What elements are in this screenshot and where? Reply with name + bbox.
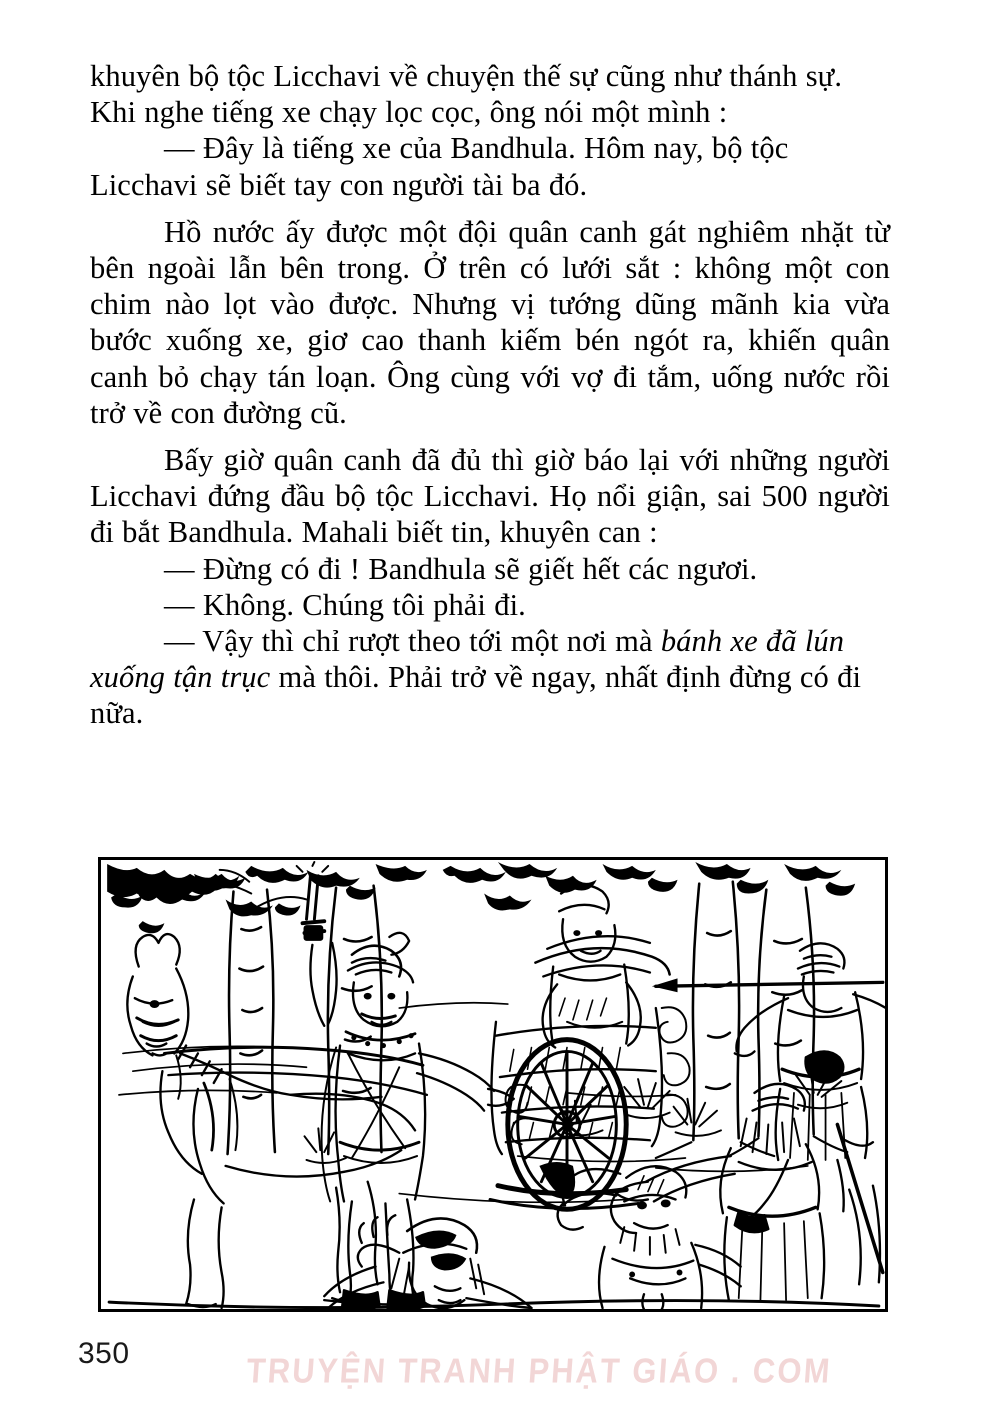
dialogue-run-italic: bánh xe đã lún xuống tận trục — [90, 624, 845, 695]
illustration-artwork — [101, 860, 885, 1309]
page-text-body — [90, 58, 890, 732]
dialogue-run-plain-1: — Vậy thì chỉ rượt theo tới một nơi mà — [164, 624, 661, 659]
paragraph-guards-report: Bấy giờ quân canh đã đủ thì giờ báo lại với những người Licchavi đứng đầu bộ tộc Licchavi. Họ nổi giận, sai 500 người đi bắt Bandhula. Mahali biết tin, khuyên can : — [90, 443, 890, 550]
paragraph-dialogue-4 — [90, 623, 890, 732]
paragraph-continuation: khuyên bộ tộc Licchavi về chuyện thế sự cũng như thánh sự. Khi nghe tiếng xe chạy lọc cọc, ông nói một mình : — [90, 59, 843, 130]
paragraph-dialogue-1: — Đây là tiếng xe của Bandhula. Hôm nay, bộ tộc Licchavi sẽ biết tay con người tài ba đó. — [90, 131, 789, 202]
illustration-frame — [98, 857, 888, 1312]
dialogue-run-plain-2: mà thôi. Phải trở về ngay, nhất định đừng có đi nữa. — [90, 660, 862, 731]
page-number: 350 — [78, 1337, 130, 1370]
site-watermark: TRUYỆN TRANH PHẬT GIÁO . COM — [245, 1351, 834, 1391]
paragraph-dialogue-2: — Đừng có đi ! Bandhula sẽ giết hết các ngươi. — [164, 551, 758, 586]
paragraph-dialogue-3: — Không. Chúng tôi phải đi. — [164, 587, 526, 622]
paragraph-lake-guarded: Hồ nước ấy được một đội quân canh gát nghiêm nhặt từ bên ngoài lẫn bên trong. Ở trên có lưới sắt : không một con chim nào lọt vào được. Nhưng vị tướng dũng mãnh kia vừa bước xuống xe, giơ cao thanh kiếm bén ngót ra, khiến quân canh bỏ chạy tán loạn. Ông cùng với vợ đi tắm, uống nước rồi trở về con đường cũ. — [90, 214, 890, 430]
